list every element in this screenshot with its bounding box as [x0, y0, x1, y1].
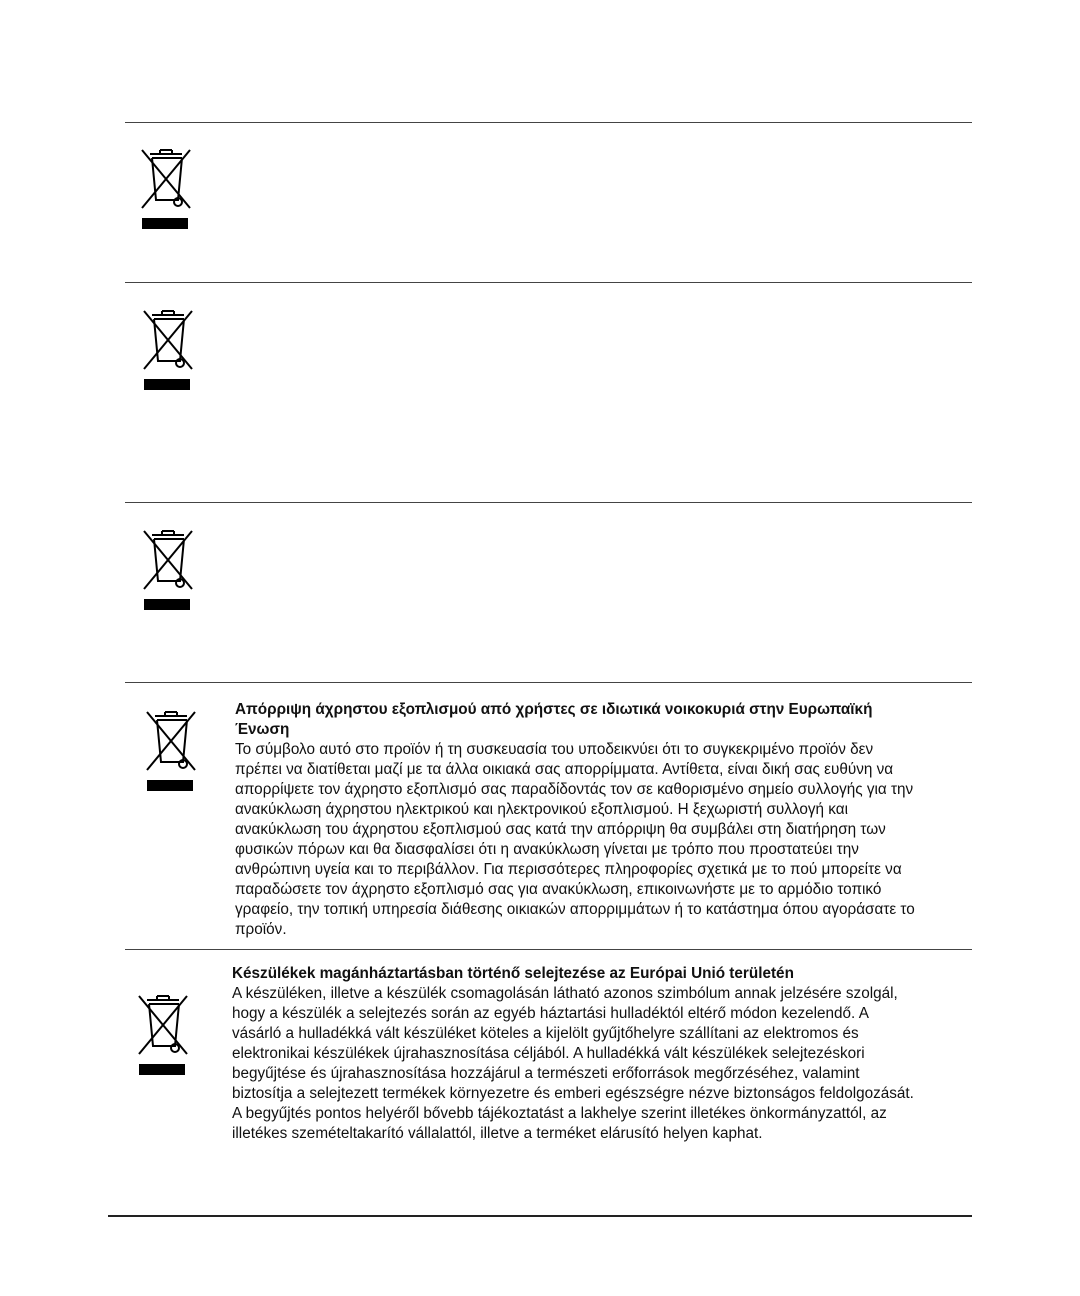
footer-rule	[108, 1215, 972, 1217]
weee-bin-icon	[143, 708, 197, 791]
weee-bar	[142, 218, 188, 229]
section-divider	[125, 122, 972, 123]
section-divider	[125, 502, 972, 503]
greek-body: Το σύμβολο αυτό στο προϊόν ή τη συσκευασία του υποδεικνύει ότι το συγκεκριμένο προϊόν δεν πρέπει να διατίθεται μαζί με τα άλλα οικιακά σας απορρίμματα. Αντίθετα, είναι δική σας ευθύνη να απορρίψετε τον άχρηστο εξοπλισμό σας παραδίδοντάς τον σε καθορισμένο σημείο συλλογής για την ανακύκλωση άχρηστου ηλεκτρικού και ηλεκτρονικού εξοπλισμού. Η ξεχωριστή συλλογή και ανακύκλωση του άχρηστου εξοπλισμού σας κατά την απόρριψη θα συμβάλει στη διατήρηση των φυσικών πόρων και θα διασφαλίσει ότι η ανακύκλωση γίνεται με τρόπο που προστατεύει την ανθρώπινη υγεία και το περιβάλλον. Για περισσότερες πληροφορίες σχετικά με το πού μπορείτε να παραδώσετε τον άχρηστο εξοπλισμό σας για ανακύκλωση, επικοινωνήστε με το αρμόδιο τοπικό γραφείο, την τοπική υπηρεσία διάθεσης οικιακών απορριμμάτων ή το κατάστημα όπου αγοράσατε το προϊόν.	[235, 741, 915, 938]
crossed-out-wheelie-bin-icon	[138, 146, 192, 212]
greek-heading: Απόρριψη άχρηστου εξοπλισμού από χρήστες σε ιδιωτικά νοικοκυριά στην Ευρωπαϊκή Ένωση	[235, 701, 873, 738]
hungarian-heading: Készülékek magánháztartásban történő selejtezése az Európai Unió területén	[232, 965, 794, 982]
weee-bar	[139, 1064, 185, 1075]
crossed-out-wheelie-bin-icon	[143, 708, 197, 774]
section-divider	[125, 949, 972, 950]
weee-bin-icon	[138, 146, 192, 229]
crossed-out-wheelie-bin-icon	[135, 992, 189, 1058]
greek-disposal-notice	[235, 700, 965, 940]
hungarian-disposal-notice	[232, 964, 967, 1144]
weee-bin-icon	[135, 992, 189, 1075]
crossed-out-wheelie-bin-icon	[140, 307, 194, 373]
weee-bar	[144, 379, 190, 390]
weee-bar	[147, 780, 193, 791]
weee-bin-icon	[140, 527, 194, 610]
crossed-out-wheelie-bin-icon	[140, 527, 194, 593]
weee-bar	[144, 599, 190, 610]
section-divider	[125, 682, 972, 683]
hungarian-body: A készüléken, illetve a készülék csomagolásán látható azonos szimbólum annak jelzésére szolgál, hogy a készülék a selejtezés során az egyéb háztartási hulladéktól eltérő módon kezelendő. A vásárló a hulladékká vált készüléket köteles a kijelölt gyűjtőhelyre szállítani az elektromos és elektronikai készülékek újrahasznosítása céljából. A hulladékká vált készülékek selejtezéskori begyűjtése és újrahasznosítása hozzájárul a természeti erőforrások megőrzéséhez, valamint biztosítja a selejtezett termékek környezetre és emberi egészségre nézve biztonságos feldolgozását. A begyűjtés pontos helyéről bővebb tájékoztatást a lakhelye szerint illetékes önkormányzattól, az illetékes szemételtakarító vállalattól, illetve a terméket elárusító helyen kaphat.	[232, 985, 914, 1142]
weee-bin-icon	[140, 307, 194, 390]
section-divider	[125, 282, 972, 283]
